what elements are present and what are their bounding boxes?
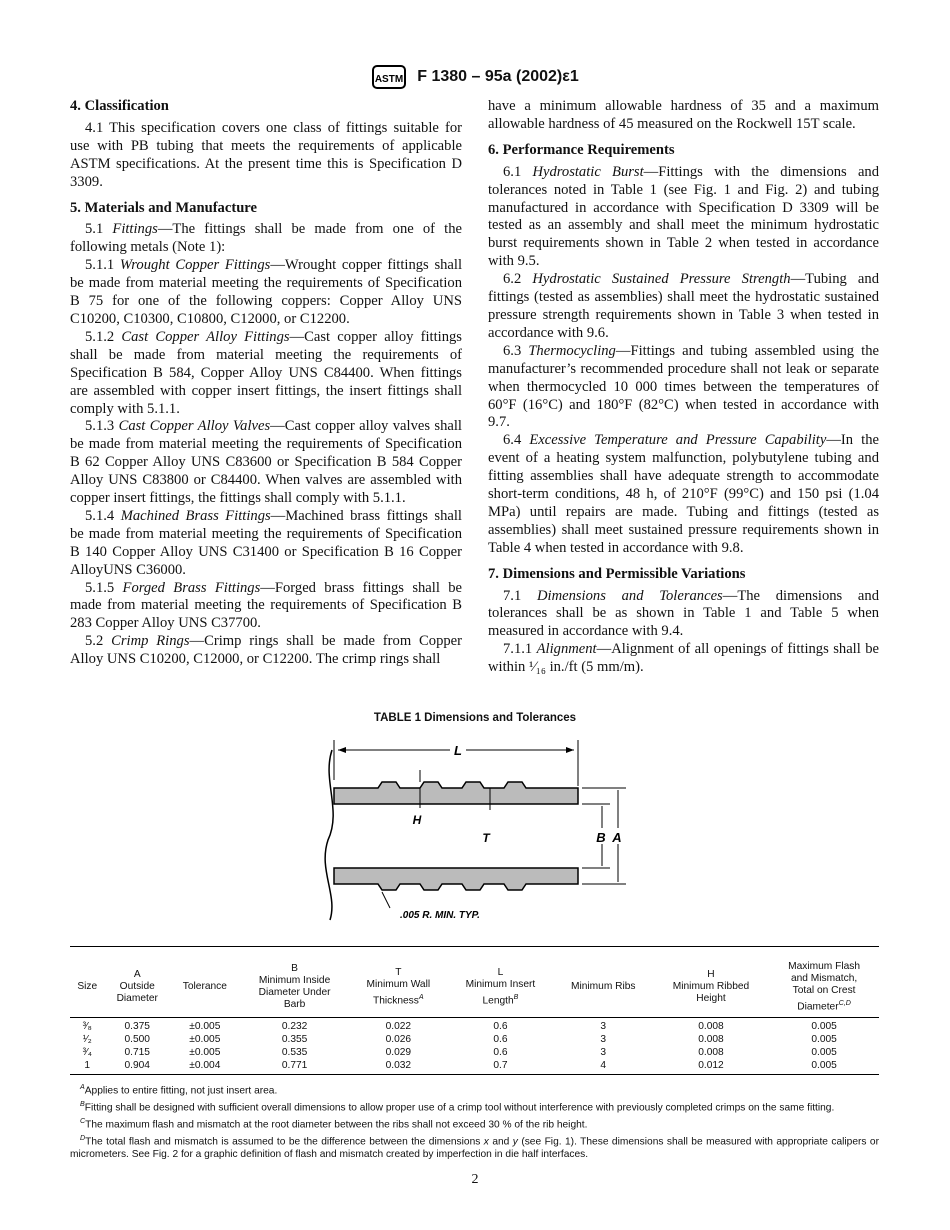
section-6-heading: 6. Performance Requirements [488, 141, 675, 158]
dim-label-T: T [482, 831, 490, 845]
col-header-min-ribbed-height: H Minimum Ribbed Height [653, 947, 769, 1018]
cell-min-ribbed-height: 0.012 [653, 1059, 769, 1075]
footnote-a: $^A$Applies to entire fitting, not just insert area. [80, 1083, 278, 1097]
para-6-2: 6.2 Hydrostatic Sustained Pressure Strength—Tubing and fittings (tested as assemblies) shall meet the hydrostatic sustained pressure strength requirements shown in Table 3 when tested in accordance with 9.6. [488, 271, 880, 341]
cell-min-ribs: 3 [600, 1021, 607, 1033]
cell-min-inside-diameter: 0.232 [281, 1021, 308, 1033]
page-number: 2 [471, 1172, 479, 1187]
cell-outside-diameter: 0.904 [104, 1059, 170, 1075]
table-header-row [70, 947, 879, 1018]
cell-max-flash: 0.005 [811, 1034, 837, 1046]
para-5-1: 5.1 Fittings—The fittings shall be made from one of the following metals (Note 1): [70, 221, 463, 256]
cell-min-ribbed-height: 0.008 [698, 1021, 724, 1033]
dim-label-A: A [612, 830, 622, 845]
footnote-c: $^C$The maximum flash and mismatch at the root diameter between the ribs shall not exceed 30 % of the rib height. [80, 1116, 588, 1131]
table-row [70, 1033, 879, 1046]
para-7-1: 7.1 Dimensions and Tolerances—The dimensions and tolerances shall be as shown in Table 1 and Table 5 when measured in accordance with 9.4. [488, 587, 880, 640]
col-header-min-inside-diameter: B Minimum Inside Diameter Under Barb [240, 947, 350, 1018]
cell-size: ³⁄₄ [82, 1047, 92, 1059]
cell-max-flash: 0.005 [769, 1059, 879, 1075]
cell-min-wall-thickness: 0.032 [349, 1059, 447, 1075]
right-column [488, 98, 879, 677]
section-7-heading: 7. Dimensions and Permissible Variations [488, 565, 746, 582]
footnote-b: $^B$Fitting shall be designed with sufficient overall dimensions to allow proper use of a crimp tool without interference with previously completed crimps on the same fitting. [80, 1099, 835, 1114]
cell-outside-diameter: 0.500 [124, 1034, 150, 1046]
cell-min-inside-diameter: 0.355 [281, 1034, 308, 1046]
cell-size: 1 [70, 1059, 104, 1075]
col-header-outside-diameter: A Outside Diameter [104, 947, 170, 1018]
cell-min-insert-length: 0.6 [493, 1034, 508, 1046]
document-designation: F 1380 – 95a (2002)ε1 [417, 68, 579, 85]
col-header-min-ribs: Minimum Ribs [554, 947, 653, 1018]
section-4-heading: 4. Classification [70, 98, 169, 114]
left-column [70, 98, 462, 669]
para-5-1-3: 5.1.3 Cast Copper Alloy Valves—Cast copper alloy valves shall be made from material meeting the requirements of Specification B 62 Copper Alloy UNS C83600 or Specification B 584 Copper Alloy UNS C83800 or C84400. When valves are assembled with copper insert fittings, the fittings shall comply with 5.1.1. [70, 418, 462, 507]
cell-max-flash: 0.005 [811, 1047, 837, 1059]
radius-note: .005 R. MIN. TYP. [400, 910, 480, 921]
para-6-3: 6.3 Thermocycling—Fittings and tubing assembled using the manufacturer’s recommended procedure shall not leak or separate when thermocycled 10 000 times between the temperatures of 60°F (16°C) and 180°F (82°C) when tested in accordance with 9.7. [488, 342, 879, 431]
col-header-tolerance: Tolerance [170, 947, 240, 1018]
logo-text: ASTM [375, 74, 404, 85]
para-5-1-2: 5.1.2 Cast Copper Alloy Fittings—Cast copper alloy fittings shall be made from material meeting the requirements of Specification B 584, Copper Alloy UNS C84400. When fittings are assembled with copper insert fittings, the insert fittings shall comply with 5.1.1. [70, 328, 462, 417]
footnote-d: $^D$The total flash and mismatch is assumed to be the difference between the dimensions x and y (see Fig. 1). These dimensions shall be measured with appropriate calipers or micrometers. See Fig. 2 for a graphic definition of flash and mismatch created by imperfection in die half interfaces. [70, 1133, 879, 1160]
table-1 [70, 946, 879, 1075]
cell-size: ¹⁄₂ [82, 1034, 92, 1046]
cell-min-inside-diameter: 0.535 [281, 1047, 308, 1059]
fitting-cross-section-figure [300, 730, 640, 930]
cell-outside-diameter: 0.715 [124, 1047, 150, 1059]
cell-min-ribbed-height: 0.008 [698, 1034, 724, 1046]
para-5-1-1: 5.1.1 Wrought Copper Fittings—Wrought copper fittings shall be made from material meeting the requirements of Specification B 75 for one of the following coppers: Copper Alloy UNS C10200, C10300, C10800, C12000, or C12200. [70, 257, 463, 327]
cell-tolerance: ±0.005 [189, 1047, 221, 1059]
col-header-max-flash: Maximum Flash and Mismatch, Total on Crest Diameter$^{C,D}$ [769, 947, 879, 1018]
table-1-footnotes [70, 1081, 879, 1162]
astm-logo-icon [371, 62, 407, 92]
table-row [70, 1046, 879, 1059]
cell-min-ribs: 4 [554, 1059, 653, 1075]
cell-max-flash: 0.005 [811, 1021, 837, 1033]
dim-label-H: H [412, 813, 422, 827]
para-4-1: 4.1 This specification covers one class of fittings suitable for use with PB tubing that meets the requirements of applicable ASTM specifications. At the present time this is Specification D 3309. [70, 119, 462, 190]
para-6-1: 6.1 Hydrostatic Burst—Fittings with the dimensions and tolerances noted in Table 1 (see Fig. 1 and Fig. 2) and tubing manufactured in accordance with Specification D 3309 will be tested as an assembly and shall meet the minimum hydrostatic burst requirements shown in Table 2 when tested in accordance with 9.5. [488, 163, 880, 270]
cell-size: ³⁄₈ [82, 1021, 92, 1033]
para-5-2-continued: have a minimum allowable hardness of 35 and a maximum allowable hardness of 45 measured on the Rockwell 15T scale. [488, 98, 879, 132]
dim-label-B: B [596, 830, 606, 845]
cell-min-ribbed-height: 0.008 [698, 1047, 724, 1059]
cell-min-ribs: 3 [600, 1047, 607, 1059]
col-header-min-insert-length: L Minimum Insert Length$^B$ [447, 947, 554, 1018]
cell-tolerance: ±0.004 [170, 1059, 240, 1075]
col-header-size: Size [70, 947, 104, 1018]
cell-outside-diameter: 0.375 [124, 1021, 150, 1033]
dim-label-L: L [454, 743, 462, 758]
cell-tolerance: ±0.005 [189, 1021, 221, 1033]
cell-min-wall-thickness: 0.029 [385, 1047, 412, 1059]
cell-min-wall-thickness: 0.026 [385, 1034, 412, 1046]
para-6-4: 6.4 Excessive Temperature and Pressure Capability—In the event of a heating system malfunction, polybutylene tubing and fitting assemblies shall have adequate strength to accommodate short-term conditions, 48 h, of 210°F (99°C) and 150 psi (1.04 MPa) until repairs are made. Tubing and fittings (tested as assemblies) shall meet sustained pressure requirements shown in Table 4 when tested in accordance with 9.8. [488, 432, 879, 556]
cell-min-insert-length: 0.6 [493, 1021, 508, 1033]
cell-min-wall-thickness: 0.022 [385, 1021, 412, 1033]
para-5-1-5: 5.1.5 Forged Brass Fittings—Forged brass fittings shall be made from material meeting the requirements of Specification B 283 Copper Alloy UNS C37700. [70, 579, 463, 632]
para-5-1-4: 5.1.4 Machined Brass Fittings—Machined brass fittings shall be made from material meeting the requirements of Specification B 140 Copper Alloy UNS C31400 or Specification B 16 Copper AlloyUNS C36000. [70, 507, 462, 578]
table-row [70, 1059, 879, 1075]
table-row [70, 1018, 879, 1034]
cell-min-inside-diameter: 0.771 [240, 1059, 350, 1075]
cell-tolerance: ±0.005 [189, 1034, 221, 1046]
page-header [0, 62, 950, 92]
cell-min-insert-length: 0.7 [447, 1059, 554, 1075]
para-7-1-1: 7.1.1 Alignment—Alignment of all openings of fittings shall be within ¹⁄₁₆ in./ft (5 mm/m). [488, 641, 879, 676]
col-header-min-wall-thickness: T Minimum Wall Thickness$^A$ [349, 947, 447, 1018]
para-5-2: 5.2 Crimp Rings—Crimp rings shall be made from Copper Alloy UNS C10200, C12000, or C12200. The crimp rings shall [70, 633, 462, 668]
cell-min-insert-length: 0.6 [493, 1047, 508, 1059]
cell-min-ribs: 3 [600, 1034, 607, 1046]
table-1-title: TABLE 1 Dimensions and Tolerances [373, 712, 577, 724]
section-5-heading: 5. Materials and Manufacture [70, 199, 257, 216]
